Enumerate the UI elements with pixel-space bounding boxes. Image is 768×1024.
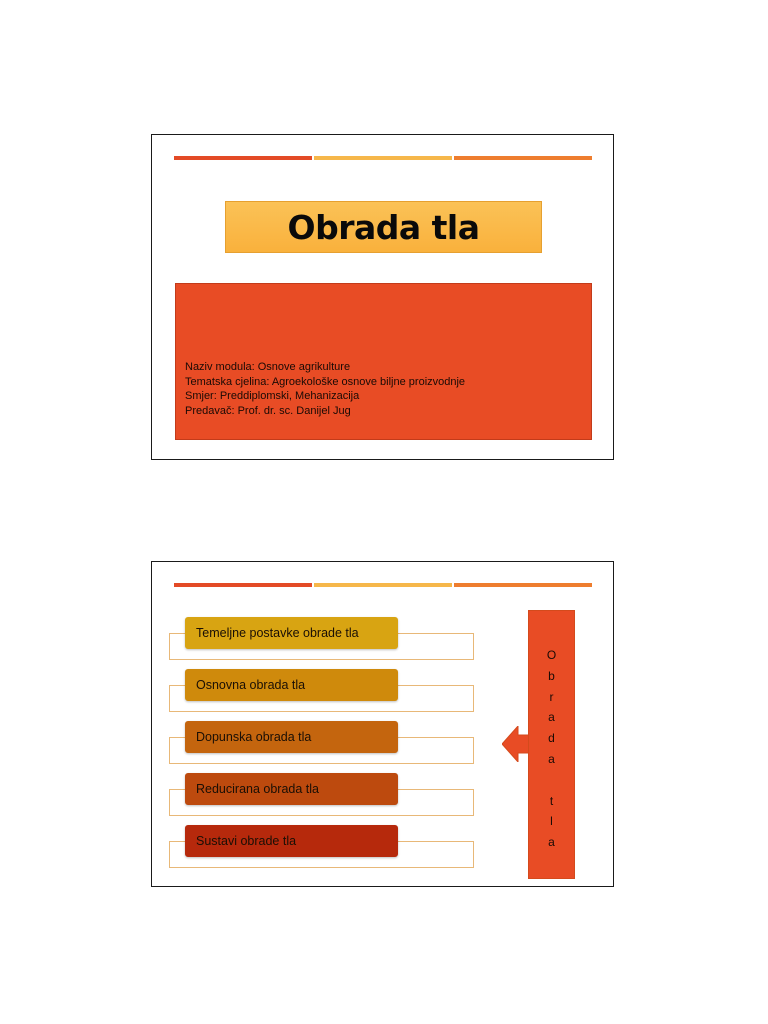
list-item-label: Sustavi obrade tla (185, 825, 398, 857)
accent-bar-orange (454, 156, 592, 160)
slide-title (151, 134, 614, 460)
slide-title-text: Obrada tla (287, 207, 480, 247)
vertical-letter: O (546, 648, 557, 662)
list-item (169, 773, 476, 817)
info-line-lecturer: Predavač: Prof. dr. sc. Danijel Jug (185, 404, 351, 417)
vertical-letter: a (548, 710, 555, 725)
info-line-module: Naziv modula: Osnove agrikulture (185, 361, 351, 373)
list-item (169, 825, 476, 869)
accent-bar-orange (454, 583, 592, 587)
info-lines (185, 360, 465, 418)
vertical-letter: t (549, 793, 554, 808)
vertical-letter: a (548, 835, 555, 850)
list-item-label: Osnovna obrada tla (185, 669, 398, 701)
left-arrow-icon (502, 726, 530, 762)
list-item-label: Temeljne postavke obrade tla (185, 617, 398, 649)
vertical-letter: b (548, 668, 555, 683)
list-item (169, 721, 476, 765)
slide-outline (151, 561, 614, 887)
accent-bar-yellow (314, 583, 452, 587)
vertical-letter: r (549, 689, 554, 704)
title-box (225, 201, 542, 253)
info-line-program: Smjer: Preddiplomski, Mehanizacija (185, 390, 360, 402)
vertical-title-text (529, 645, 574, 853)
accent-bar-red (174, 583, 312, 587)
list-item-label: Dopunska obrada tla (185, 721, 398, 753)
info-line-topic: Tematska cjelina: Agroekološke osnove biljne proizvodnje (185, 375, 466, 388)
accent-bar-yellow (314, 156, 452, 160)
list-item (169, 669, 476, 713)
list-item (169, 617, 476, 661)
info-box (175, 283, 592, 440)
vertical-letter: d (548, 731, 555, 746)
vertical-letter: l (550, 814, 553, 829)
vertical-letter: a (548, 751, 555, 766)
vertical-title-box (528, 610, 575, 879)
vertical-letter (529, 770, 574, 791)
accent-bar-red (174, 156, 312, 160)
list-item-label: Reducirana obrada tla (185, 773, 398, 805)
